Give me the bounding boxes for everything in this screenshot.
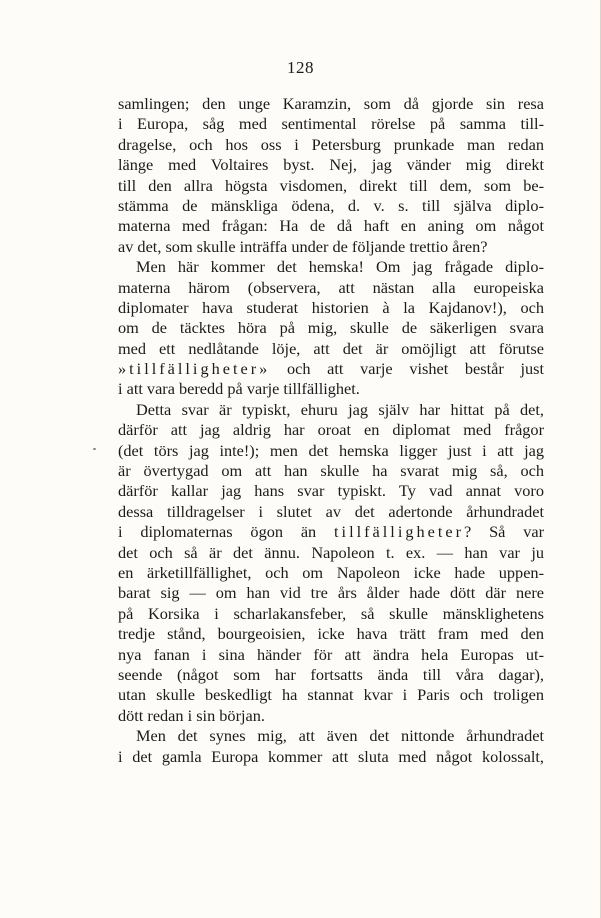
text-line: materna med frågan: Ha de då haft en aning om något — [118, 216, 544, 236]
text-line: därför kallar jag hans svar typiskt. Ty vad annat voro — [118, 481, 544, 501]
text-line: på Korsika i scharlakansfeber, så skulle mänsklighetens — [118, 603, 544, 623]
text-line: stämma de mänskliga ödena, d. v. s. till själva diplo- — [118, 195, 544, 215]
text-line: barat sig — om han vid tre års ålder hade dött där nere — [118, 583, 544, 603]
text-line — [118, 359, 544, 379]
text-line: materna härom (observera, att nästan alla europeiska — [118, 277, 544, 297]
text-line: Detta svar är typiskt, ehuru jag själv har hittat på det, — [136, 399, 544, 419]
text-segment: ? Så var — [464, 522, 544, 542]
text-line: Men det synes mig, att även det nittonde århundradet — [136, 726, 544, 746]
page-number: 128 — [287, 58, 314, 77]
text-line: till den allra högsta visdomen, direkt till dem, som be- — [118, 175, 544, 195]
text-segment: och att varje vishet består just — [270, 359, 544, 379]
print-speck — [93, 448, 96, 450]
text-line: därför att jag aldrig har oroat en diplomat med frågor — [118, 420, 544, 440]
text-line: med ett nedlåtande löje, att det är omöjligt att förutse — [118, 338, 544, 358]
text-line: en ärketillfällighet, och om Napoleon icke hade uppen- — [118, 562, 544, 582]
text-line: av det, som skulle inträffa under de följande trettio åren? — [118, 236, 488, 256]
text-line: det och så är det ännu. Napoleon t. ex. — han var ju — [118, 542, 544, 562]
text-line: Men här kommer det hemska! Om jag frågade diplo- — [136, 257, 544, 277]
text-line: diplomater hava studerat historien à la Kajdanov!), och — [118, 297, 544, 317]
text-line: samlingen; den unge Karamzin, som då gjorde sin resa — [118, 94, 544, 113]
text-line: utan skulle beskedligt ha stannat kvar i Paris och troligen — [118, 685, 544, 705]
text-line: om de täcktes höra på mig, skulle de säkerligen svara — [118, 318, 544, 338]
text-line: tredje stånd, bourgeoisien, icke hava trätt fram med den — [118, 624, 544, 644]
text-line: i att vara beredd på varje tillfällighet. — [118, 379, 360, 399]
spaced-emphasis-text: tillfälligheter — [334, 522, 465, 542]
text-line: (det törs jag inte!); men det hemska ligger just i att jag — [118, 440, 544, 460]
text-segment: i diplomaternas ögon än — [118, 522, 335, 542]
text-line: nya fanan i sina händer för att ändra hela Europas ut- — [118, 644, 544, 664]
text-line: dessa tilldragelser i slutet av det adertonde århundradet — [118, 501, 544, 521]
text-line: dött redan i sin början. — [118, 705, 265, 725]
text-line — [118, 522, 544, 542]
text-line: i Europa, såg med sentimental rörelse på samma till- — [118, 114, 544, 134]
text-line: i det gamla Europa kommer att sluta med något kolossalt, — [118, 746, 544, 766]
text-line: är övertygad om att han skulle ha svarat mig så, och — [118, 461, 544, 481]
text-line: länge med Voltaires byst. Nej, jag vänder mig direkt — [118, 155, 544, 175]
body-text — [118, 94, 544, 767]
text-line: dragelse, och hos oss i Petersburg prunkade man redan — [118, 134, 544, 154]
text-line: seende (något som har fortsatts ända till våra dagar), — [118, 664, 544, 684]
spaced-emphasis-text: »tillfälligheter» — [118, 359, 271, 379]
